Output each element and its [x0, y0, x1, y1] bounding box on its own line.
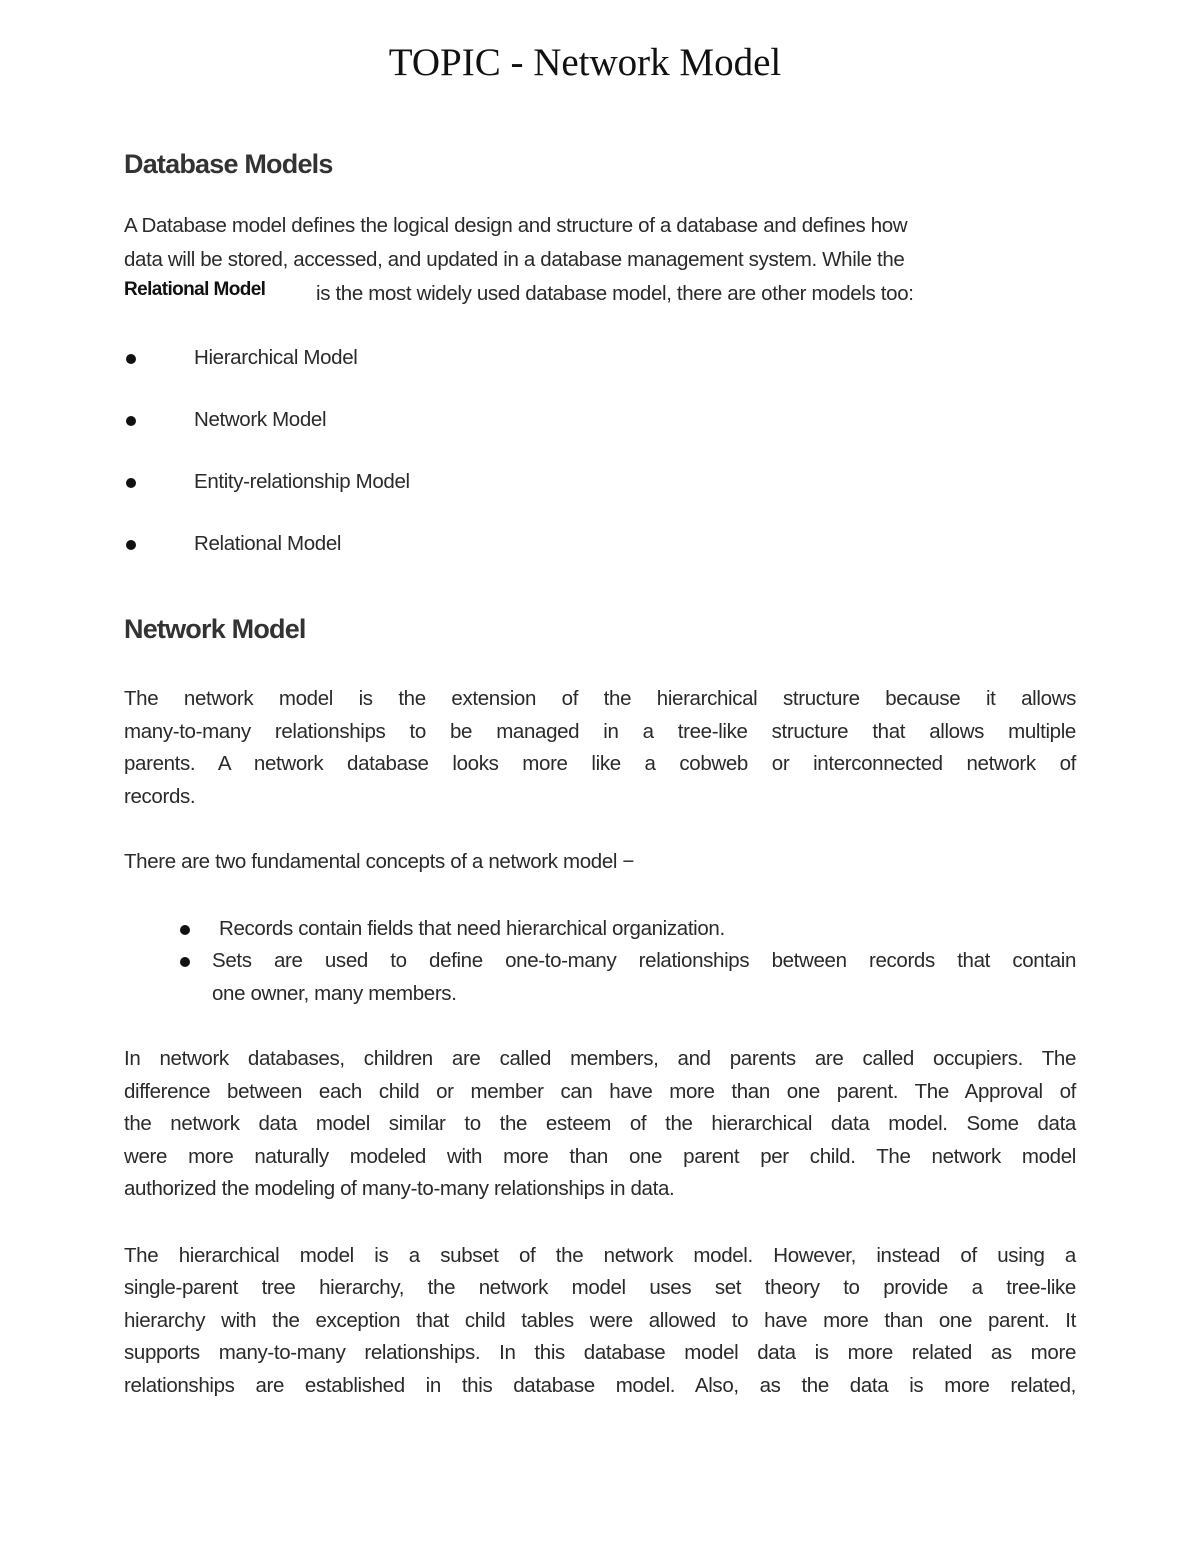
body-line: parents. A network database looks more like a cobweb or interconnected network of	[124, 752, 1076, 775]
bold-term: Relational Model	[124, 279, 266, 300]
list-item: Relational Model	[194, 532, 342, 555]
body-line: difference between each child or member can have more than one parent. The Approval of	[124, 1080, 1076, 1103]
body-line: single-parent tree hierarchy, the network model uses set theory to provide a tree-like	[124, 1276, 1076, 1299]
body-line: many-to-many relationships to be managed in a tree-like structure that allows multiple	[124, 720, 1076, 743]
list-item-continuation: one owner, many members.	[212, 982, 457, 1005]
list-item: Sets are used to define one-to-many relationships between records that contain	[212, 949, 1076, 972]
body-line: supports many-to-many relationships. In this database model data is more related as more	[124, 1341, 1076, 1364]
list-item: Hierarchical Model	[194, 346, 358, 369]
body-line: In network databases, children are called members, and parents are called occupiers. The	[124, 1047, 1076, 1070]
body-line: hierarchy with the exception that child tables were allowed to have more than one parent. It	[124, 1309, 1076, 1332]
body-line: data will be stored, accessed, and updated in a database management system. While the	[124, 248, 905, 271]
page-title: TOPIC - Network Model	[388, 41, 782, 84]
body-line: The hierarchical model is a subset of the network model. However, instead of using a	[124, 1244, 1076, 1267]
body-line: were more naturally modeled with more than one parent per child. The network model	[124, 1145, 1076, 1168]
list-item: Records contain fields that need hierarchical organization.	[219, 917, 725, 940]
body-line: records.	[124, 785, 196, 808]
bullet-icon	[126, 478, 136, 488]
list-item: Network Model	[194, 408, 327, 431]
bullet-icon	[126, 354, 136, 364]
bullet-icon	[126, 540, 136, 550]
body-line: is the most widely used database model, there are other models too:	[316, 282, 914, 305]
body-line: There are two fundamental concepts of a network model −	[124, 850, 635, 873]
body-line: A Database model defines the logical design and structure of a database and defines how	[124, 214, 908, 237]
bullet-icon	[180, 957, 190, 967]
section-heading-network-model: Network Model	[124, 614, 306, 644]
body-line: authorized the modeling of many-to-many relationships in data.	[124, 1177, 675, 1200]
bullet-icon	[180, 925, 190, 935]
list-item: Entity-relationship Model	[194, 470, 410, 493]
body-line: the network data model similar to the esteem of the hierarchical data model. Some data	[124, 1112, 1076, 1135]
body-line: relationships are established in this database model. Also, as the data is more related,	[124, 1374, 1076, 1397]
body-line: The network model is the extension of the hierarchical structure because it allows	[124, 687, 1076, 710]
bullet-icon	[126, 416, 136, 426]
section-heading-database-models: Database Models	[124, 149, 333, 179]
